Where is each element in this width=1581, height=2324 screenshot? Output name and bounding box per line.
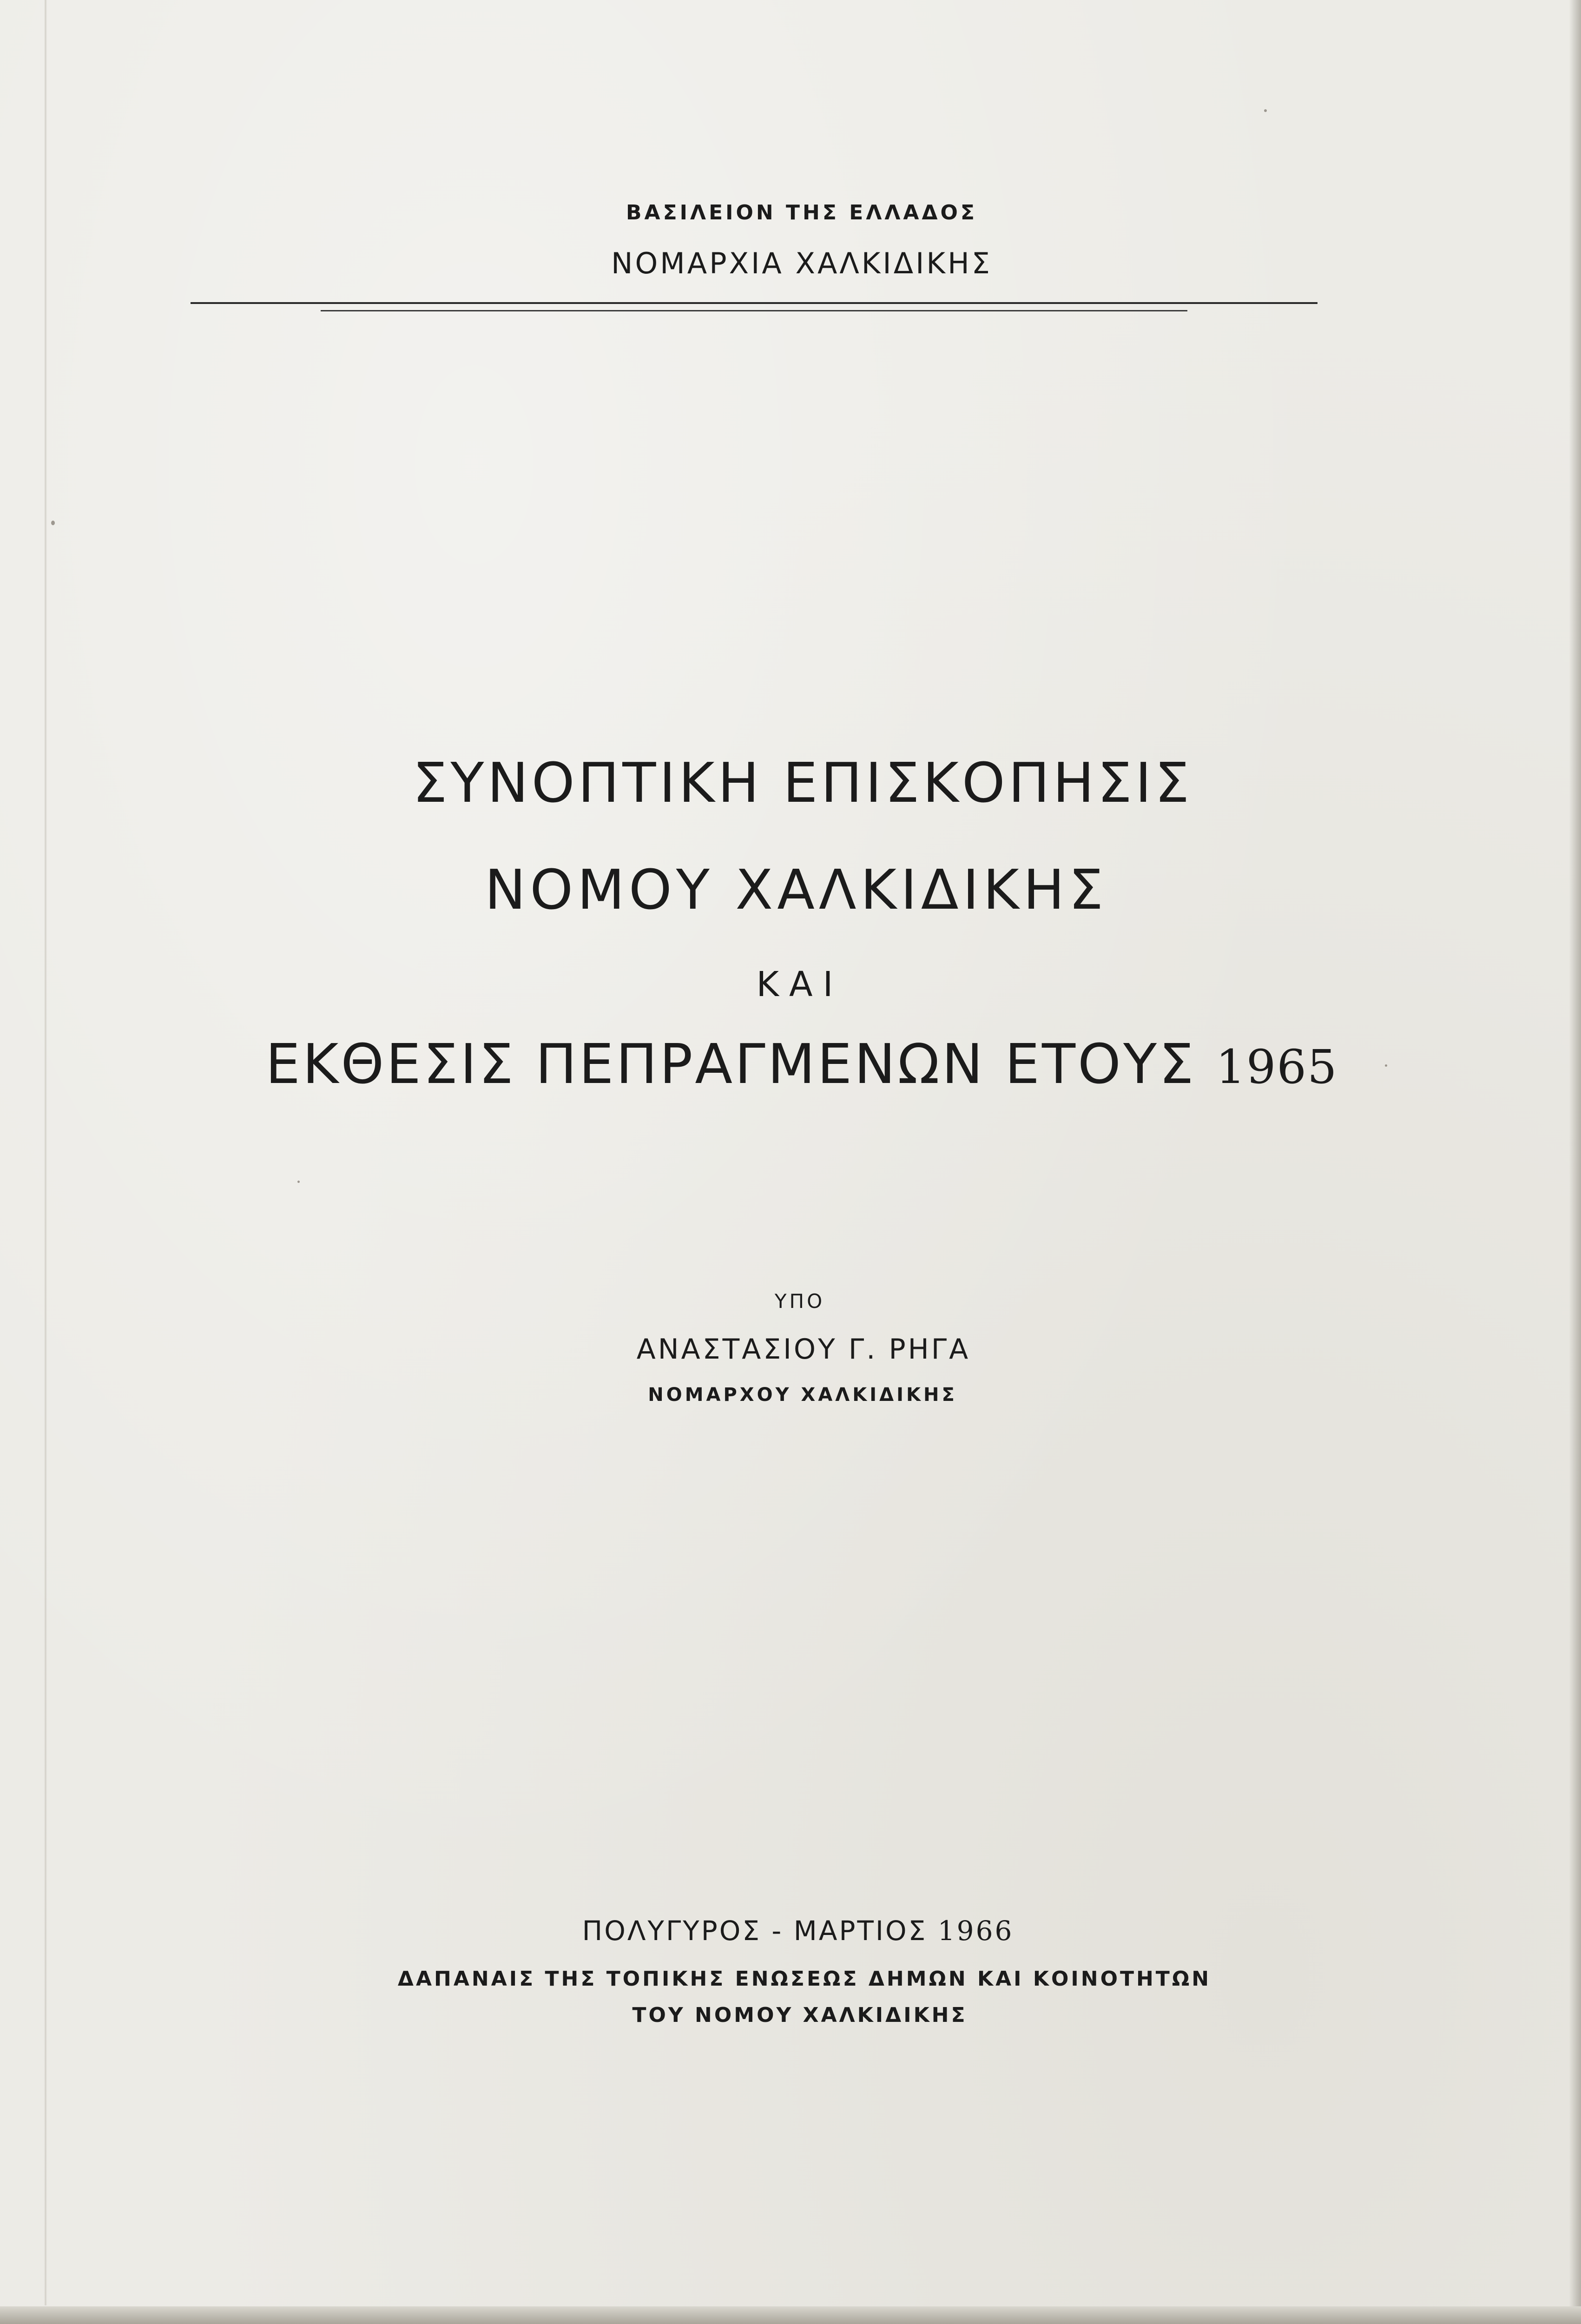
- author-name: ΑΝΑΣΤΑΣΙΟΥ Γ. ΡΗΓΑ: [636, 1333, 971, 1366]
- page-bottom-edge: [0, 2306, 1581, 2324]
- paper-speck: [1385, 1064, 1387, 1067]
- imprint-funding-line-2: ΤΟΥ ΝΟΜΟΥ ΧΑΛΚΙΔΙΚΗΣ: [632, 2003, 968, 2027]
- by-label: ΥΠΟ: [774, 1290, 825, 1313]
- paper-speck: [1264, 109, 1267, 112]
- title-line-1: ΣΥΝΟΠΤΙΚΗ ΕΠΙΣΚΟΠΗΣΙΣ: [412, 751, 1193, 815]
- title-line-3-text: ΕΚΘΕΣΙΣ ΠΕΠΡΑΓΜΕΝΩΝ ΕΤΟΥΣ: [265, 1032, 1196, 1096]
- title-year: 1965: [1216, 1040, 1338, 1094]
- header-rule-top: [191, 302, 1318, 304]
- imprint-funding-line-1: ΔΑΠΑΝΑΙΣ ΤΗΣ ΤΟΠΙΚΗΣ ΕΝΩΣΕΩΣ ΔΗΜΩΝ ΚΑΙ ΚΟΙΝΟΤΗΤΩΝ: [397, 1967, 1212, 1991]
- title-conjunction: ΚΑΙ: [756, 964, 843, 1004]
- imprint-place-date: [0, 1915, 1581, 1947]
- header-rule-bottom: [321, 310, 1187, 311]
- paper-speck: [51, 521, 55, 525]
- prefecture-header: ΝΟΜΑΡΧΙΑ ΧΑΛΚΙΔΙΚΗΣ: [611, 246, 992, 280]
- title-line-3: [0, 1032, 1581, 1096]
- imprint-place: ΠΟΛΥΓΥΡΟΣ - ΜΑΡΤΙΟΣ: [582, 1915, 928, 1947]
- title-line-2: ΝΟΜΟΥ ΧΑΛΚΙΔΙΚΗΣ: [484, 858, 1108, 922]
- imprint-year: 1966: [937, 1915, 1014, 1947]
- spine-fold: [44, 0, 47, 2305]
- author-role: ΝΟΜΑΡΧΟΥ ΧΑΛΚΙΔΙΚΗΣ: [648, 1384, 957, 1406]
- paper-speck: [297, 1181, 300, 1183]
- kingdom-header: ΒΑΣΙΛΕΙΟΝ ΤΗΣ ΕΛΛΑΔΟΣ: [626, 201, 977, 224]
